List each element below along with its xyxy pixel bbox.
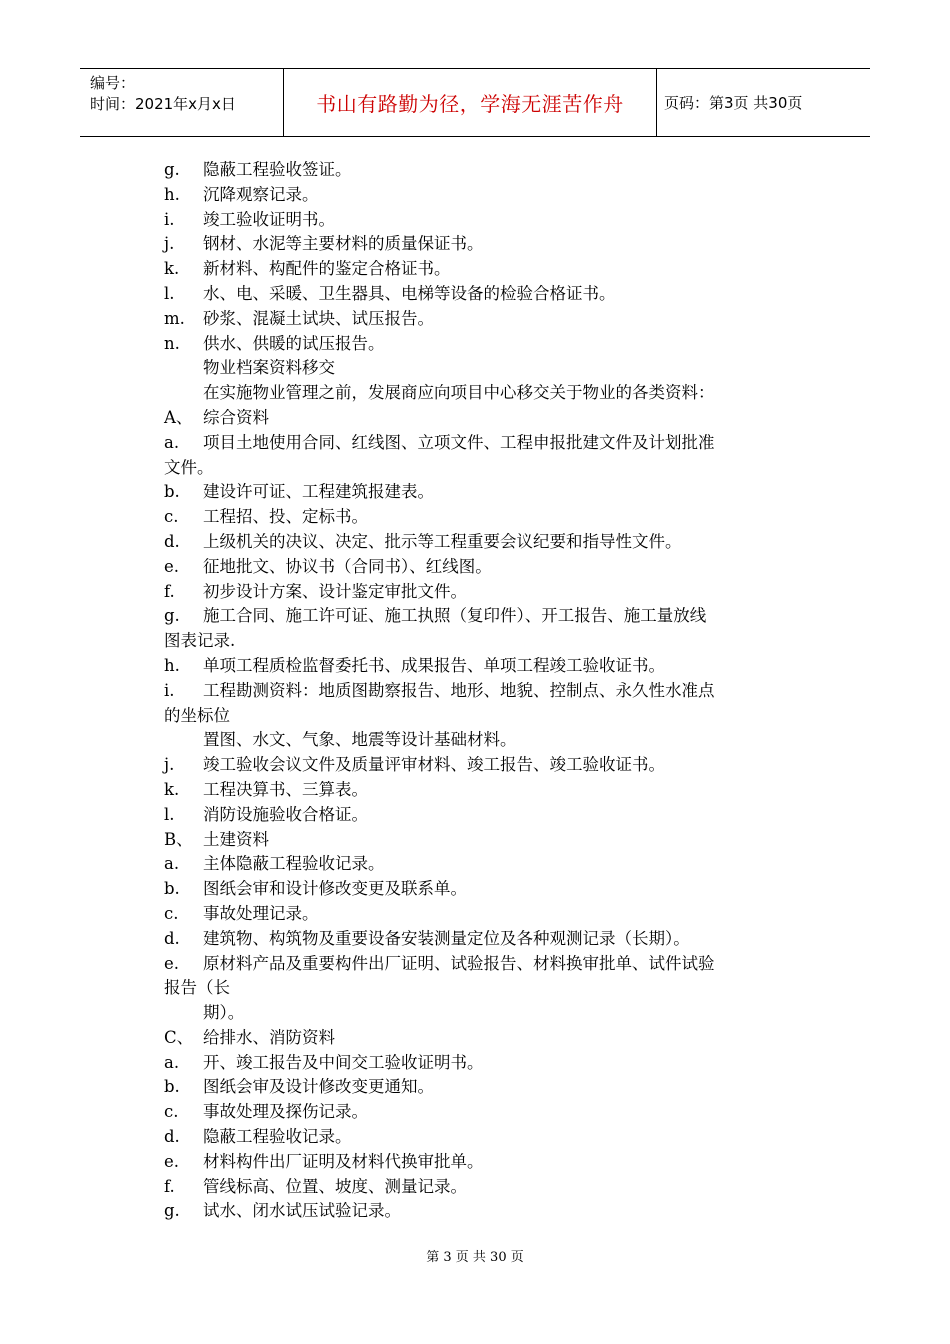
text-line bbox=[164, 505, 814, 530]
list-marker: h. bbox=[164, 184, 180, 204]
list-marker: c. bbox=[164, 507, 179, 527]
text-line bbox=[164, 828, 814, 853]
text-line bbox=[164, 927, 814, 952]
line-text: 建筑物、构筑物及重要设备安装测量定位及各种观测记录（长期）。 bbox=[203, 928, 690, 948]
text-line bbox=[164, 381, 814, 406]
list-marker: e. bbox=[164, 953, 180, 973]
text-line bbox=[164, 183, 814, 208]
line-text: 材料构件出厂证明及材料代换审批单。 bbox=[203, 1151, 484, 1171]
list-marker: l. bbox=[164, 283, 175, 303]
line-text: 初步设计方案、设计鉴定审批文件。 bbox=[203, 581, 467, 601]
text-line bbox=[164, 704, 814, 729]
line-text: 隐蔽工程验收记录。 bbox=[203, 1127, 352, 1147]
line-text: 竣工验收会议文件及质量评审材料、竣工报告、竣工验收证书。 bbox=[203, 755, 665, 775]
line-text: 的坐标位 bbox=[164, 705, 230, 725]
text-line bbox=[164, 629, 814, 654]
list-marker: g. bbox=[164, 160, 180, 179]
text-line bbox=[164, 877, 814, 902]
line-text: 土建资料 bbox=[203, 829, 269, 849]
list-marker: j. bbox=[164, 234, 175, 254]
text-line bbox=[164, 1026, 814, 1051]
text-line bbox=[164, 679, 814, 704]
list-marker: a. bbox=[164, 854, 180, 874]
list-marker: g. bbox=[164, 606, 180, 626]
list-marker: d. bbox=[164, 928, 180, 948]
line-text: 建设许可证、工程建筑报建表。 bbox=[203, 482, 434, 502]
list-marker: g. bbox=[164, 1201, 180, 1221]
list-marker: l. bbox=[164, 804, 175, 824]
text-line bbox=[164, 1199, 814, 1224]
line-text: 原材料产品及重要构件出厂证明、试验报告、材料换审批单、试件试验 bbox=[203, 953, 715, 973]
list-marker: i. bbox=[164, 680, 175, 700]
line-text: 图纸会审及设计修改变更通知。 bbox=[203, 1077, 434, 1097]
text-line bbox=[164, 431, 814, 456]
text-line bbox=[164, 803, 814, 828]
line-text: 工程决算书、三算表。 bbox=[203, 779, 368, 799]
list-marker: n. bbox=[164, 333, 180, 353]
list-marker: b. bbox=[164, 1077, 180, 1097]
line-text: 隐蔽工程验收签证。 bbox=[203, 160, 352, 179]
text-line bbox=[164, 406, 814, 431]
line-text: 图表记录. bbox=[164, 631, 236, 651]
text-line bbox=[164, 728, 814, 753]
list-marker: b. bbox=[164, 879, 180, 899]
list-marker: c. bbox=[164, 903, 179, 923]
list-marker: A、 bbox=[164, 407, 193, 427]
text-line bbox=[164, 307, 814, 332]
line-text: 施工合同、施工许可证、施工执照（复印件）、开工报告、施工量放线 bbox=[203, 606, 707, 626]
text-line bbox=[164, 530, 814, 555]
line-text: 管线标高、位置、坡度、测量记录。 bbox=[203, 1176, 467, 1196]
line-text: 项目土地使用合同、红线图、立项文件、工程申报批建文件及计划批准 bbox=[203, 432, 715, 452]
line-text: 综合资料 bbox=[203, 407, 269, 427]
line-text: 期）。 bbox=[203, 1003, 245, 1023]
line-text: 消防设施验收合格证。 bbox=[203, 804, 368, 824]
line-text: 给排水、消防资料 bbox=[203, 1027, 335, 1047]
list-marker: B、 bbox=[164, 829, 193, 849]
list-marker: C、 bbox=[164, 1027, 194, 1047]
page-footer: 第 3 页 共 30 页 bbox=[426, 1250, 524, 1265]
text-line bbox=[164, 208, 814, 233]
line-text: 报告（长 bbox=[164, 978, 230, 998]
line-text: 事故处理记录。 bbox=[203, 903, 319, 923]
text-line bbox=[164, 604, 814, 629]
line-text: 供水、供暖的试压报告。 bbox=[203, 333, 385, 353]
line-text: 主体隐蔽工程验收记录。 bbox=[203, 854, 385, 874]
list-marker: k. bbox=[164, 259, 180, 279]
line-text: 新材料、构配件的鉴定合格证书。 bbox=[203, 259, 451, 279]
list-marker: h. bbox=[164, 655, 180, 675]
header-page-label: 页码：第3页 共30页 bbox=[664, 94, 803, 112]
line-text: 竣工验收证明书。 bbox=[203, 209, 335, 229]
text-line bbox=[164, 1100, 814, 1125]
text-line bbox=[164, 332, 814, 357]
text-line bbox=[164, 456, 814, 481]
line-text: 沉降观察记录。 bbox=[203, 184, 319, 204]
list-marker: k. bbox=[164, 779, 180, 799]
line-text: 水、电、采暖、卫生器具、电梯等设备的检验合格证书。 bbox=[203, 283, 616, 303]
list-marker: m. bbox=[164, 308, 185, 328]
list-marker: e. bbox=[164, 1151, 180, 1171]
page-header bbox=[80, 68, 870, 137]
line-text: 砂浆、混凝土试块、试压报告。 bbox=[203, 308, 434, 328]
text-line bbox=[164, 232, 814, 257]
list-marker: c. bbox=[164, 1102, 179, 1122]
line-text: 试水、闭水试压试验记录。 bbox=[203, 1201, 401, 1221]
text-line bbox=[164, 1051, 814, 1076]
line-text: 征地批文、协议书（合同书）、红线图。 bbox=[203, 556, 492, 576]
line-text: 文件。 bbox=[164, 457, 214, 477]
list-marker: b. bbox=[164, 482, 180, 502]
line-text: 上级机关的决议、决定、批示等工程重要会议纪要和指导性文件。 bbox=[203, 531, 682, 551]
list-marker: d. bbox=[164, 1127, 180, 1147]
text-line bbox=[164, 158, 814, 183]
text-line bbox=[164, 580, 814, 605]
text-line bbox=[164, 753, 814, 778]
header-meta bbox=[90, 73, 236, 115]
text-line bbox=[164, 952, 814, 977]
document-body bbox=[164, 158, 814, 1224]
header-motto: 书山有路勤为径，学海无涯苦作舟 bbox=[316, 92, 624, 116]
line-text: 在实施物业管理之前，发展商应向项目中心移交关于物业的各类资料： bbox=[203, 383, 715, 403]
text-line bbox=[164, 1175, 814, 1200]
line-text: 事故处理及探伤记录。 bbox=[203, 1102, 368, 1122]
line-text: 图纸会审和设计修改变更及联系单。 bbox=[203, 879, 467, 899]
list-marker: d. bbox=[164, 531, 180, 551]
line-text: 物业档案资料移交 bbox=[203, 358, 335, 378]
text-line bbox=[164, 902, 814, 927]
text-line bbox=[164, 1150, 814, 1175]
text-line bbox=[164, 1001, 814, 1026]
line-text: 开、竣工报告及中间交工验收证明书。 bbox=[203, 1052, 484, 1072]
text-line bbox=[164, 778, 814, 803]
line-text: 工程招、投、定标书。 bbox=[203, 507, 368, 527]
text-line bbox=[164, 976, 814, 1001]
text-line bbox=[164, 282, 814, 307]
line-text: 单项工程质检监督委托书、成果报告、单项工程竣工验收证书。 bbox=[203, 655, 665, 675]
list-marker: f. bbox=[164, 1176, 175, 1196]
text-line bbox=[164, 852, 814, 877]
text-line bbox=[164, 1075, 814, 1100]
text-line bbox=[164, 1125, 814, 1150]
time-label: 时间：2021年x月x日 bbox=[90, 95, 236, 113]
line-text: 钢材、水泥等主要材料的质量保证书。 bbox=[203, 234, 484, 254]
list-marker: f. bbox=[164, 581, 175, 601]
list-marker: i. bbox=[164, 209, 175, 229]
list-marker: a. bbox=[164, 1052, 180, 1072]
text-line bbox=[164, 480, 814, 505]
list-marker: a. bbox=[164, 432, 180, 452]
line-text: 置图、水文、气象、地震等设计基础材料。 bbox=[203, 730, 517, 750]
text-line bbox=[164, 555, 814, 580]
list-marker: j. bbox=[164, 755, 175, 775]
list-marker: e. bbox=[164, 556, 180, 576]
text-line bbox=[164, 356, 814, 381]
header-divider bbox=[656, 69, 657, 136]
number-label: 编号： bbox=[90, 74, 136, 92]
line-text: 工程勘测资料：地质图勘察报告、地形、地貌、控制点、永久性水准点 bbox=[203, 680, 715, 700]
text-line bbox=[164, 257, 814, 282]
text-line bbox=[164, 654, 814, 679]
